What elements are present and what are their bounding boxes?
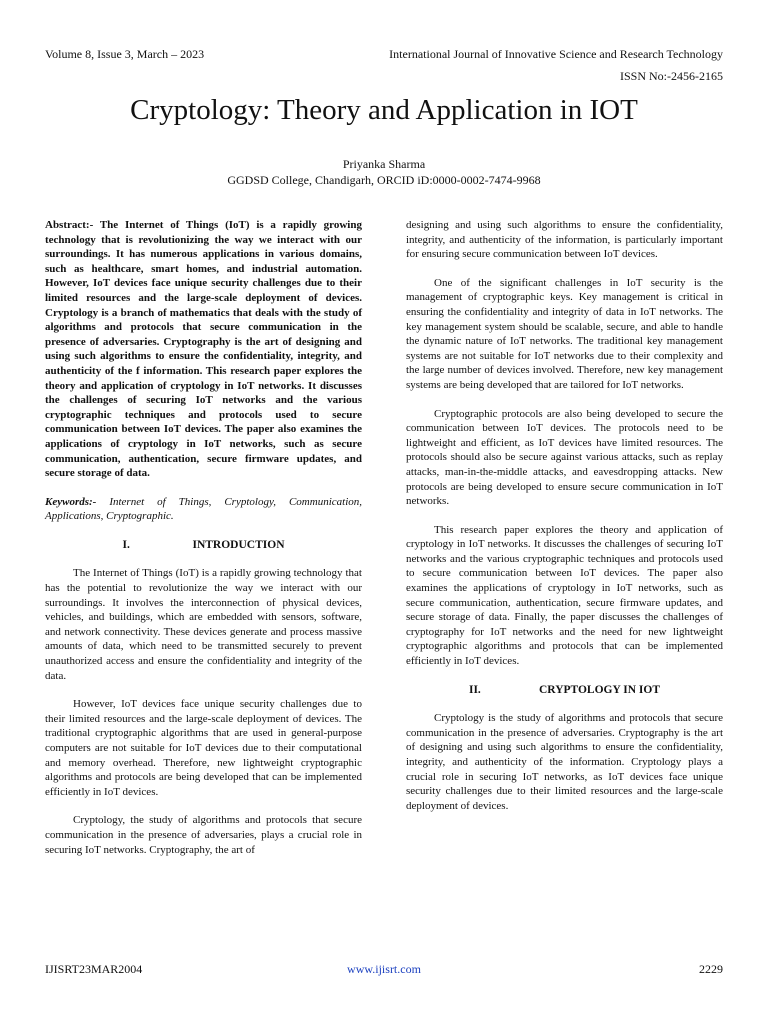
- abstract-label: Abstract:-: [45, 219, 94, 231]
- keywords: [45, 495, 362, 524]
- abstract: [45, 218, 362, 481]
- section-heading-introduction: [45, 538, 362, 553]
- paragraph: Cryptology, the study of algorithms and protocols that secure communication in the presence of adversaries, plays a crucial role in securing IoT networks. Cryptography, the art of: [45, 814, 362, 856]
- abstract-text: The Internet of Things (IoT) is a rapidly growing technology that is revolutionizing the way we interact with our surroundings. It has numerous applications in various domains, such as healthcare, smart homes, and industrial automation. However, IoT devices face unique security challenges due to their limited resources and the large-scale deployment of devices. Cryptology is a branch of mathematics that deals with the study of algorithms and protocols that secure communication in the presence of adversaries. Cryptography is the art of designing and using such algorithms to ensure the confidentiality, integrity, and authenticity of the f information. This research paper explores the theory and application of cryptology in IoT networks. It discusses the challenges of securing IoT networks and the various cryptographic techniques and protocols used to secure communication between IoT devices. The paper also examines the applications of cryptology in IoT networks, such as secure communication, authentication, secure firmware updates, and secure storage of data.: [45, 219, 362, 480]
- author-name: Priyanka Sharma: [342, 157, 426, 171]
- author-affiliation: GGDSD College, Chandigarh, ORCID iD:0000-0002-7474-9968: [227, 173, 541, 187]
- section-number: II.: [468, 683, 481, 696]
- section-title: CRYPTOLOGY IN IOT: [538, 683, 660, 696]
- paragraph: The Internet of Things (IoT) is a rapidly growing technology that has the potential to revolutionize the way we interact with our surroundings. It involves the interconnection of physical devices, vehicles, and buildings, which are embedded with sensors, software, and network connectivity. These devices generate and process massive amounts of data, which need to be transmitted securely to prevent unauthorized access and ensure the confidentiality and integrity of the data.: [45, 567, 362, 682]
- journal-name: International Journal of Innovative Science and Research Technology: [389, 47, 723, 61]
- journal-website-link[interactable]: www.ijisrt.com: [347, 962, 421, 976]
- page-number: 2229: [699, 962, 723, 976]
- keywords-text: Internet of Things, Cryptology, Communication, Applications, Cryptographic.: [45, 495, 362, 523]
- paragraph: This research paper explores the theory and application of cryptology in IoT networks. It discusses the challenges of securing IoT networks and the various cryptographic techniques and protocols used to secure communication between IoT devices. The paper also examines the applications of cryptology in IoT networks, such as secure communication, authentication, secure firmware updates, and secure storage of data. Finally, the paper discusses the challenges of cryptography for IoT networks and the need for new lightweight cryptographic algorithms and protocols that can be implemented efficiently in IoT devices.: [406, 523, 723, 668]
- paragraph: designing and using such algorithms to ensure the confidentiality, integrity, and authenticity of the information, is particularly important for ensuring secure communication between IoT devices.: [406, 219, 723, 261]
- left-column: [45, 218, 362, 871]
- section-title: INTRODUCTION: [192, 538, 285, 551]
- paper-id: IJISRT23MAR2004: [45, 962, 143, 976]
- right-column: [406, 218, 723, 827]
- issn: ISSN No:-2456-2165: [619, 69, 723, 83]
- section-number: I.: [122, 538, 130, 551]
- paragraph: One of the significant challenges in IoT security is the management of cryptographic keys. Key management is critical in ensuring the confidentiality and integrity of data in IoT networks. The key management system should be scalable, secure, and able to handle the dynamic nature of IoT networks. The traditional key management systems are not suitable for IoT networks due to their complexity and the large number of devices involved. Therefore, new key management systems are being developed that are tailored for IoT networks.: [406, 276, 723, 391]
- paragraph: Cryptographic protocols are also being developed to secure the communication between IoT devices. The protocols need to be lightweight and efficient, as IoT devices have limited resources. The protocols should also be secure against various attacks, such as replay attacks, man-in-the-middle attacks, and eavesdropping attacks. New protocols are being developed to ensure secure communication in IoT networks.: [406, 407, 723, 508]
- keywords-label: Keywords:-: [45, 495, 97, 508]
- paper-title: Cryptology: Theory and Application in IOT: [130, 94, 638, 126]
- paragraph: However, IoT devices face unique security challenges due to their limited resources and the large-scale deployment of devices. The traditional cryptographic algorithms that are used in general-purpose computers are not suitable for IoT devices due to their computational and memory overhead. Therefore, new lightweight cryptographic algorithms and protocols are being developed that can be implemented efficiently in IoT devices.: [45, 698, 362, 798]
- paragraph: Cryptology is the study of algorithms and protocols that secure communication in the presence of adversaries. Cryptography is the art of designing and using such algorithms to ensure the confidentiality, integrity, and authenticity of the information. Cryptology plays a crucial role in securing IoT networks, as IoT devices face unique security challenges due to their limited resources and the large-scale deployment of devices.: [406, 712, 723, 812]
- journal-volume: Volume 8, Issue 3, March – 2023: [45, 47, 205, 61]
- section-heading-cryptology-in-iot: [406, 683, 723, 698]
